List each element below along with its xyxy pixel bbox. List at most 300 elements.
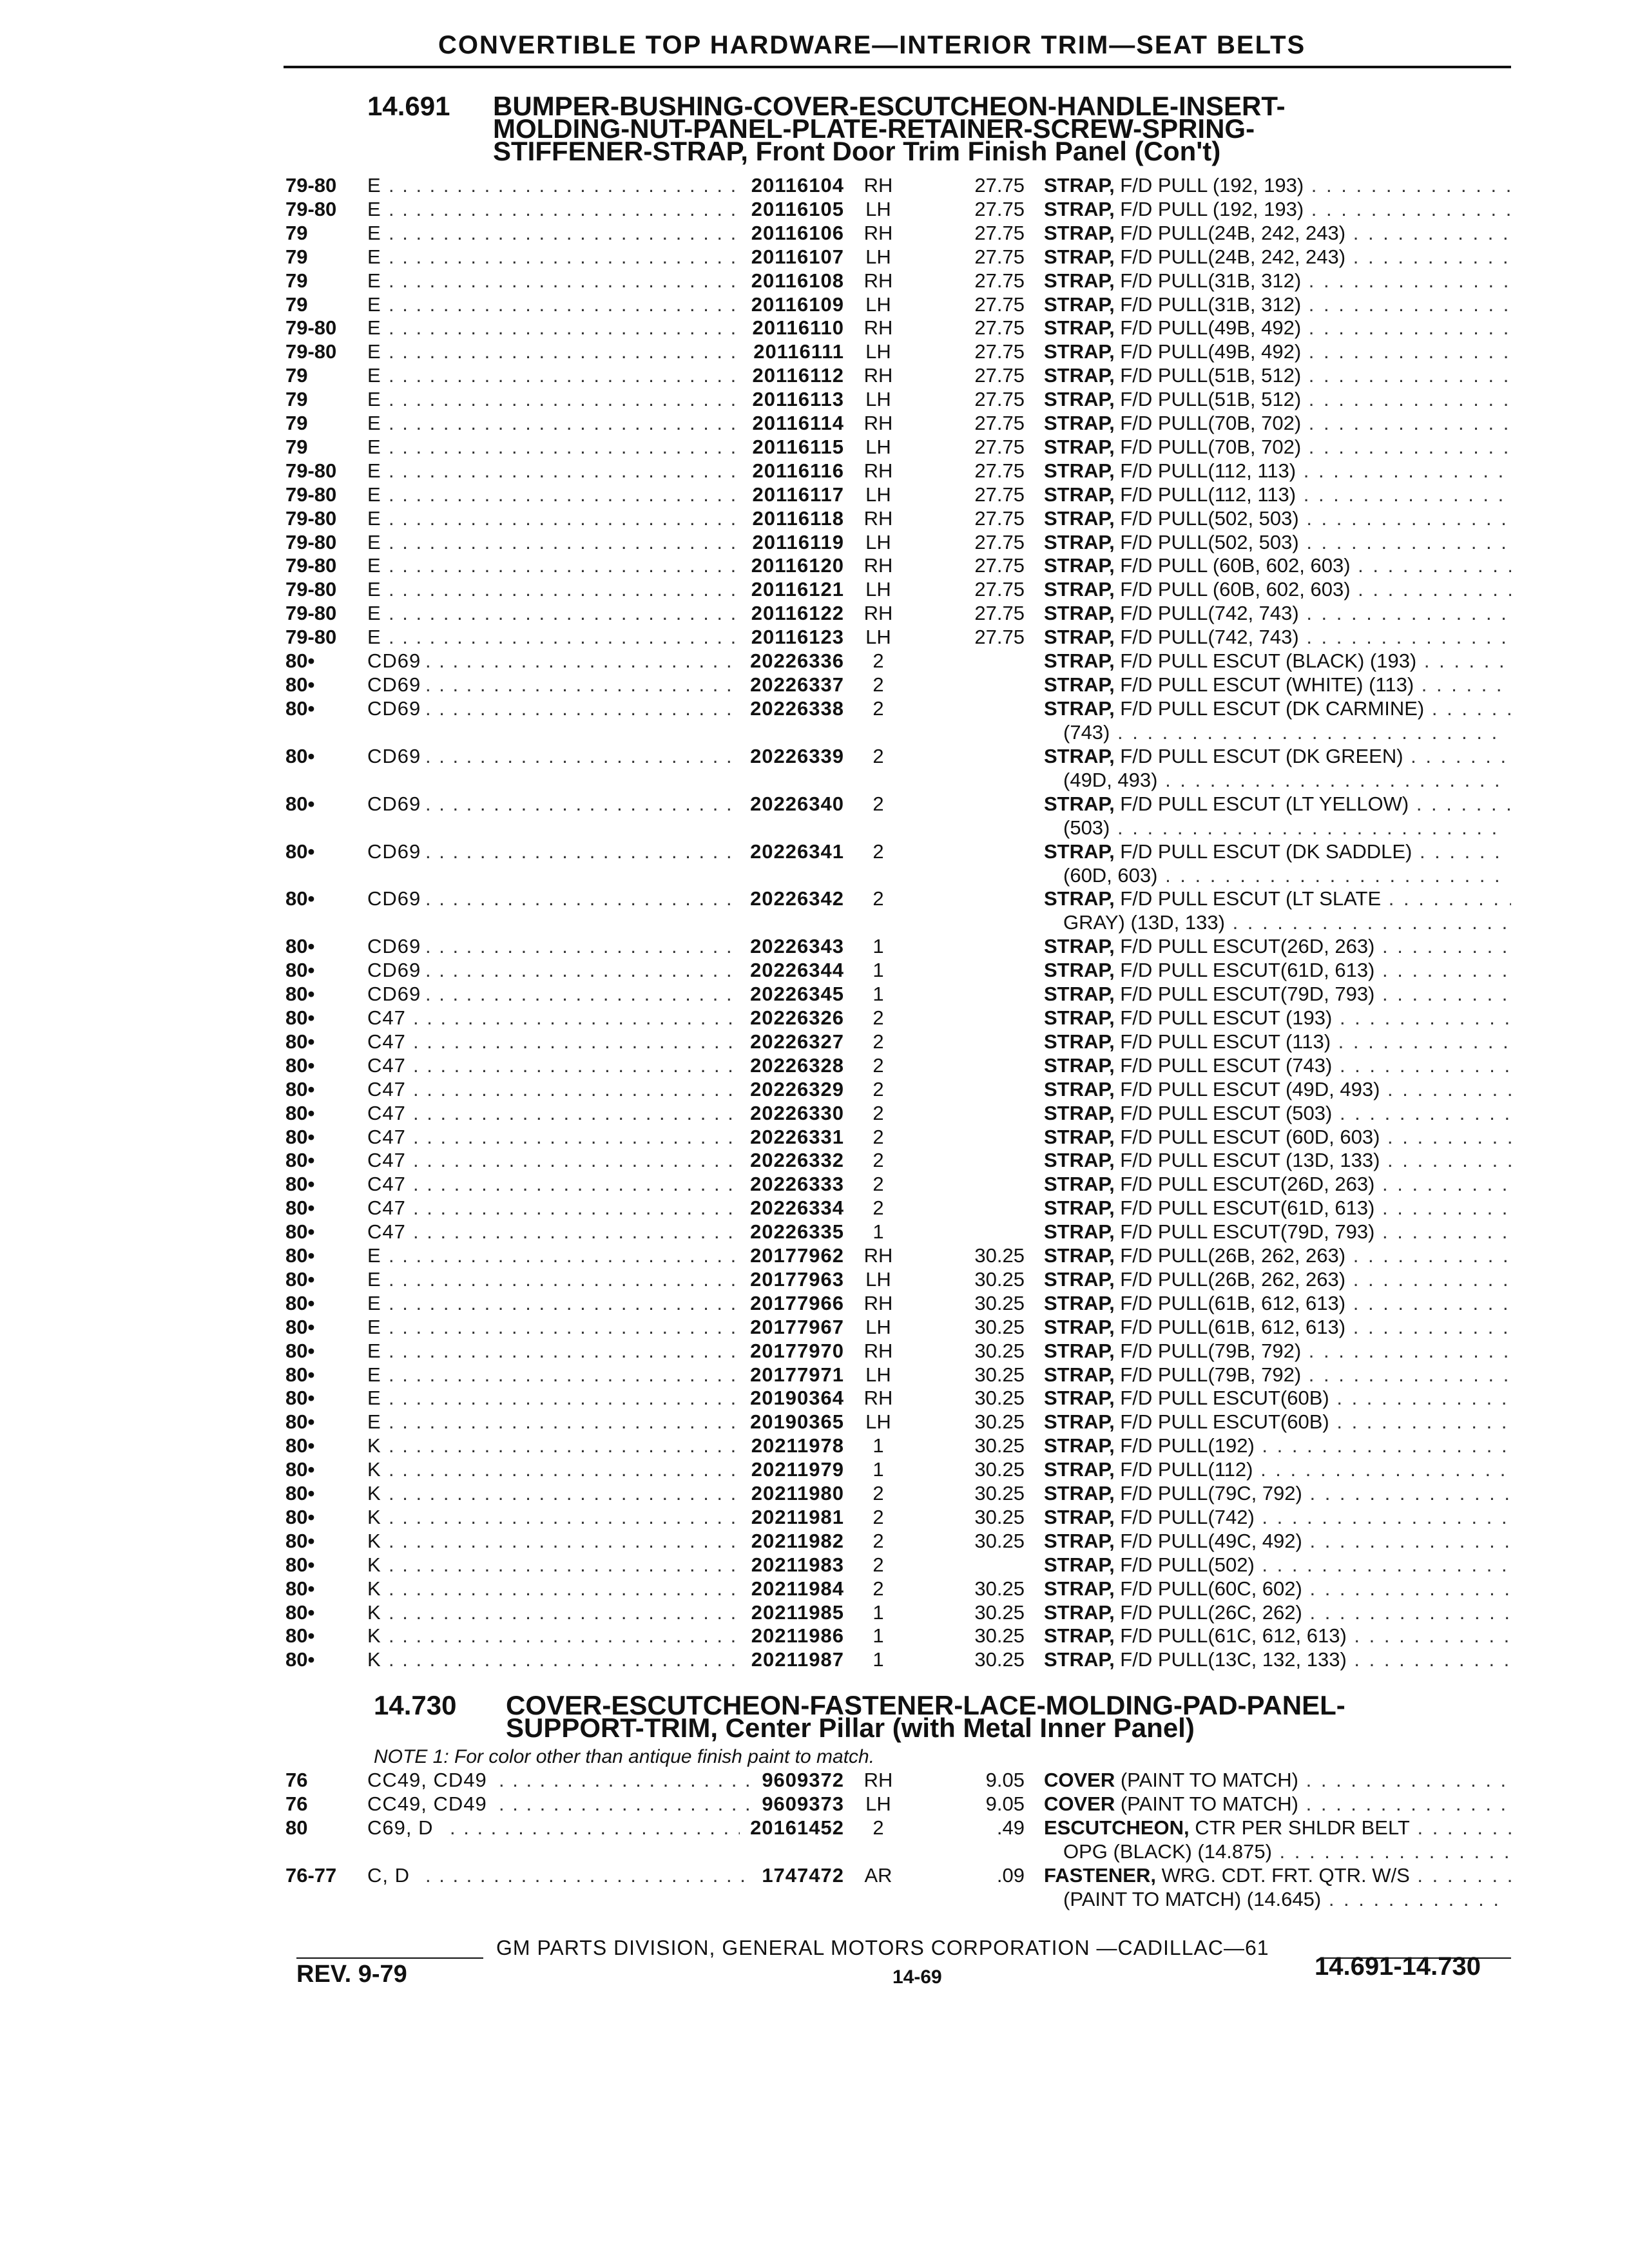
- leader-dots: [389, 578, 740, 601]
- year-cell: 76: [285, 1769, 308, 1791]
- qty-cell: 2: [872, 1101, 884, 1124]
- description-keyword: STRAP,: [1044, 1363, 1115, 1386]
- description-keyword: STRAP,: [1044, 435, 1115, 458]
- description-continuation: (743) . . .: [1063, 721, 1508, 744]
- qty-cell: LH: [865, 388, 891, 411]
- leader-dots: [425, 745, 740, 768]
- leader-dots: [425, 840, 740, 863]
- part-number-cell: 20226329: [750, 1077, 844, 1100]
- description-keyword: STRAP,: [1044, 1315, 1115, 1338]
- model-cell: E: [367, 1291, 381, 1314]
- revision-label: REV. 9-79: [296, 1961, 407, 1988]
- year-cell: 80•: [285, 1600, 315, 1624]
- table-row: [0, 1126, 1629, 1149]
- description-text: F/D PULL(79C, 792): [1114, 1482, 1302, 1504]
- leader-dots: [425, 935, 740, 958]
- table-row: [0, 388, 1629, 411]
- description-cell: [1044, 174, 1511, 197]
- description-cell: [1044, 507, 1511, 530]
- leader-dots: [425, 1864, 752, 1887]
- description-cell: [1044, 1220, 1511, 1244]
- qty-cell: 2: [872, 1196, 884, 1220]
- description-continuation: GRAY) (13D, 133) . . .: [1063, 911, 1508, 934]
- description-cell: [1044, 959, 1511, 982]
- section-title-line: MOLDING-NUT-PANEL-PLATE-RETAINER-SCREW-SPRING-: [493, 113, 1255, 144]
- description-text: F/D PULL(49B, 492): [1114, 316, 1302, 340]
- year-cell: 80•: [285, 983, 315, 1006]
- description-keyword: STRAP,: [1044, 1624, 1115, 1648]
- table-row: [0, 1792, 1629, 1816]
- description-keyword: STRAP,: [1044, 459, 1115, 482]
- qty-cell: 2: [872, 1149, 884, 1172]
- description-text: F/D PULL (60B, 602, 603): [1114, 578, 1351, 601]
- description-cell: [1044, 1196, 1511, 1220]
- description-cell: [1044, 1410, 1511, 1434]
- description-cell: [1044, 602, 1511, 625]
- table-row: [0, 1078, 1629, 1101]
- model-cell: E: [367, 197, 381, 220]
- model-cell: CD69: [367, 935, 421, 958]
- part-number-cell: 20116116: [752, 459, 844, 482]
- leader-dots: [425, 793, 740, 816]
- qty-cell: LH: [865, 1792, 891, 1815]
- qty-cell: 2: [872, 1816, 884, 1839]
- description-text: F/D PULL(49B, 492): [1114, 340, 1302, 363]
- leader-dots: [425, 673, 740, 697]
- description-keyword: STRAP,: [1044, 935, 1115, 958]
- description-cell: [1044, 1244, 1511, 1267]
- page-header-title: CONVERTIBLE TOP HARDWARE—INTERIOR TRIM—SEAT BELTS: [438, 31, 1306, 59]
- section-title-line: SUPPORT-TRIM, Center Pillar (with Metal Inner Panel): [506, 1713, 1195, 1743]
- year-cell: 79-80: [285, 174, 337, 197]
- leader-dots: [389, 602, 740, 625]
- description-text: (PAINT TO MATCH): [1115, 1769, 1299, 1791]
- leader-dots: [389, 1340, 740, 1363]
- year-cell: 80•: [285, 697, 315, 720]
- part-number-cell: 9609373: [762, 1792, 844, 1815]
- footer-publisher: GM PARTS DIVISION, GENERAL MOTORS CORPORATION —CADILLAC—61: [496, 1936, 1269, 1959]
- leader-dots: [389, 174, 740, 197]
- model-cell: C47: [367, 1149, 406, 1172]
- part-number-cell: 20116105: [751, 197, 844, 220]
- description-cell: [1044, 1268, 1511, 1291]
- model-cell: E: [367, 245, 381, 268]
- description-cell: [1044, 1126, 1511, 1149]
- qty-cell: 2: [872, 1030, 884, 1053]
- price-cell: 30.25: [974, 1387, 1025, 1410]
- description-text: F/D PULL (60B, 602, 603): [1114, 554, 1351, 577]
- model-cell: E: [367, 221, 381, 244]
- year-cell: 76: [285, 1792, 308, 1815]
- description-text: F/D PULL(112): [1114, 1458, 1253, 1481]
- table-row: [0, 649, 1629, 673]
- description-text: F/D PULL(26C, 262): [1114, 1600, 1302, 1624]
- qty-cell: 2: [872, 744, 884, 767]
- model-cell: CD69: [367, 887, 421, 910]
- leader-dots: [389, 1601, 740, 1624]
- model-cell: CD69: [367, 697, 421, 720]
- table-row: [0, 793, 1629, 816]
- table-row: [0, 1530, 1629, 1553]
- table-row: [0, 554, 1629, 577]
- model-cell: E: [367, 1267, 381, 1291]
- part-number-cell: 20211987: [751, 1648, 844, 1671]
- description-text: F/D PULL ESCUT (LT SLATE: [1114, 887, 1382, 910]
- qty-cell: 2: [872, 1125, 884, 1148]
- part-number-cell: 20226345: [750, 983, 844, 1006]
- description-text: F/D PULL ESCUT(26D, 263): [1114, 1173, 1375, 1196]
- model-cell: K: [367, 1434, 381, 1457]
- qty-cell: 1: [872, 1458, 884, 1481]
- part-number-cell: 20226335: [750, 1220, 844, 1244]
- section-range: 14.691-14.730: [1315, 1952, 1481, 1981]
- model-cell: E: [367, 1363, 381, 1386]
- description-keyword: STRAP,: [1044, 1125, 1115, 1148]
- table-row: [0, 697, 1629, 720]
- part-number-cell: 20226343: [750, 935, 844, 958]
- model-cell: K: [367, 1648, 381, 1671]
- table-row: [0, 1173, 1629, 1196]
- year-cell: 80•: [285, 744, 315, 767]
- model-cell: C47: [367, 1053, 406, 1077]
- model-cell: E: [367, 530, 381, 553]
- table-row: [0, 935, 1629, 958]
- qty-cell: 1: [872, 1624, 884, 1648]
- description-keyword: FASTENER,: [1044, 1864, 1156, 1887]
- description-keyword: STRAP,: [1044, 1600, 1115, 1624]
- table-row: [0, 1769, 1629, 1792]
- leader-dots: [413, 1126, 740, 1149]
- price-cell: 9.05: [985, 1792, 1025, 1815]
- section-title-line: STIFFENER-STRAP, Front Door Trim Finish Panel (Con't): [493, 136, 1221, 166]
- description-keyword: STRAP,: [1044, 388, 1115, 411]
- table-row: [0, 1340, 1629, 1363]
- section-note: NOTE 1: For color other than antique finish paint to match.: [374, 1746, 875, 1767]
- part-number-cell: 20116106: [751, 221, 844, 244]
- description-text: F/D PULL ESCUT (LT YELLOW): [1114, 792, 1409, 815]
- description-text: F/D PULL ESCUT(60B): [1114, 1410, 1329, 1434]
- description-cell: [1044, 745, 1511, 768]
- model-cell: K: [367, 1458, 381, 1481]
- qty-cell: 2: [872, 840, 884, 863]
- table-row: [0, 1577, 1629, 1600]
- model-cell: CD69: [367, 744, 421, 767]
- description-cell: [1044, 1792, 1511, 1816]
- part-number-cell: 20211985: [751, 1600, 844, 1624]
- year-cell: 80•: [285, 1577, 315, 1600]
- description-keyword: STRAP,: [1044, 1053, 1115, 1077]
- description-keyword: STRAP,: [1044, 1339, 1115, 1362]
- leader-dots: [389, 483, 740, 506]
- description-cell: [1044, 364, 1511, 387]
- table-row: [0, 887, 1629, 910]
- description-cell: [1044, 793, 1511, 816]
- description-text: F/D PULL (192, 193): [1114, 197, 1304, 220]
- qty-cell: LH: [865, 1363, 891, 1386]
- model-cell: CD69: [367, 983, 421, 1006]
- year-cell: 80•: [285, 1220, 315, 1244]
- description-cell: [1044, 436, 1511, 459]
- description-text: F/D PULL(502): [1114, 1553, 1255, 1576]
- leader-dots: [425, 959, 740, 982]
- year-cell: 80•: [285, 1648, 315, 1671]
- table-row: [0, 1816, 1629, 1840]
- part-number-cell: 20226344: [750, 959, 844, 982]
- qty-cell: AR: [864, 1864, 892, 1887]
- qty-cell: 1: [872, 1220, 884, 1244]
- model-cell: CD69: [367, 673, 421, 696]
- price-cell: 27.75: [974, 388, 1025, 411]
- qty-cell: LH: [865, 1410, 891, 1434]
- part-number-cell: 20116115: [752, 435, 844, 458]
- description-continuation: (503) . . .: [1063, 816, 1508, 840]
- part-number-cell: 20116108: [751, 269, 844, 292]
- description-cell: [1044, 1434, 1511, 1457]
- part-number-cell: 20211984: [751, 1577, 844, 1600]
- price-cell: 30.25: [974, 1267, 1025, 1291]
- description-text: F/D PULL(49C, 492): [1114, 1529, 1302, 1552]
- leader-dots: [389, 1268, 740, 1291]
- model-cell: CC49, CD49: [367, 1769, 487, 1791]
- price-cell: 27.75: [974, 578, 1025, 601]
- qty-cell: 1: [872, 959, 884, 982]
- table-row: [0, 745, 1629, 768]
- model-cell: E: [367, 483, 381, 506]
- description-cell: [1044, 1340, 1511, 1363]
- table-row: [0, 1030, 1629, 1053]
- description-text: F/D PULL ESCUT(26D, 263): [1114, 935, 1375, 958]
- qty-cell: LH: [865, 245, 891, 268]
- year-cell: 79: [285, 412, 308, 434]
- qty-cell: RH: [863, 1291, 893, 1314]
- leader-dots: [389, 436, 740, 459]
- table-row: [0, 959, 1629, 982]
- description-text: F/D PULL(742, 743): [1114, 626, 1299, 649]
- model-cell: E: [367, 506, 381, 530]
- part-number-cell: 20116122: [751, 602, 844, 625]
- leader-dots: [389, 293, 740, 316]
- model-cell: K: [367, 1624, 381, 1648]
- year-cell: 79: [285, 221, 308, 244]
- year-cell: 79-80: [285, 459, 337, 482]
- year-cell: 80•: [285, 1553, 315, 1576]
- part-number-cell: 20226338: [750, 697, 844, 720]
- model-cell: K: [367, 1529, 381, 1552]
- table-row: [0, 198, 1629, 221]
- description-keyword: STRAP,: [1044, 1291, 1115, 1314]
- model-cell: E: [367, 554, 381, 577]
- qty-cell: LH: [865, 578, 891, 601]
- description-text: F/D PULL(79B, 792): [1114, 1339, 1302, 1362]
- part-number-cell: 20226331: [750, 1125, 844, 1148]
- table-row: [0, 1196, 1629, 1220]
- description-cell: [1044, 1316, 1511, 1339]
- description-cell: [1044, 198, 1511, 221]
- leader-dots: [389, 1316, 740, 1339]
- description-text: F/D PULL(192): [1114, 1434, 1255, 1457]
- qty-cell: RH: [863, 316, 893, 340]
- table-row-continuation: [0, 1840, 1629, 1863]
- model-cell: C, D: [367, 1864, 410, 1887]
- year-cell: 79-80: [285, 530, 337, 553]
- table-row: [0, 626, 1629, 649]
- leader-dots: [389, 1648, 740, 1671]
- qty-cell: RH: [863, 554, 893, 577]
- table-row: [0, 412, 1629, 435]
- price-cell: 27.75: [974, 293, 1025, 316]
- model-cell: CD69: [367, 959, 421, 982]
- description-cell: [1044, 1864, 1511, 1887]
- qty-cell: LH: [865, 483, 891, 506]
- leader-dots: [413, 1102, 740, 1125]
- leader-dots: [425, 697, 740, 720]
- table-row: [0, 245, 1629, 269]
- part-number-cell: 20116117: [752, 483, 844, 506]
- table-row: [0, 269, 1629, 293]
- leader-dots: [389, 1244, 740, 1267]
- table-row-continuation: [0, 721, 1629, 744]
- qty-cell: 2: [872, 1006, 884, 1029]
- description-keyword: STRAP,: [1044, 412, 1115, 434]
- year-cell: 80•: [285, 1434, 315, 1457]
- description-keyword: STRAP,: [1044, 1267, 1115, 1291]
- description-text: F/D PULL ESCUT(61D, 613): [1114, 1196, 1375, 1220]
- leader-dots: [413, 1006, 740, 1030]
- leader-dots: [450, 1816, 740, 1840]
- model-cell: E: [367, 578, 381, 601]
- model-cell: E: [367, 269, 381, 292]
- qty-cell: 2: [872, 887, 884, 910]
- leader-dots: [389, 222, 740, 245]
- description-keyword: STRAP,: [1044, 959, 1115, 982]
- part-number-cell: 20116118: [752, 506, 844, 530]
- description-keyword: STRAP,: [1044, 887, 1115, 910]
- part-number-cell: 20226330: [750, 1101, 844, 1124]
- description-cell: [1044, 840, 1511, 863]
- description-cell: [1044, 1553, 1511, 1577]
- qty-cell: RH: [863, 174, 893, 197]
- description-text: F/D PULL ESCUT (BLACK) (193): [1114, 649, 1417, 672]
- table-row: [0, 1624, 1629, 1648]
- section-title-line: COVER-ESCUTCHEON-FASTENER-LACE-MOLDING-PAD-PANEL-: [506, 1690, 1345, 1720]
- description-continuation: (60D, 603) . . .: [1063, 864, 1508, 887]
- description-keyword: ESCUTCHEON,: [1044, 1816, 1190, 1839]
- description-keyword: STRAP,: [1044, 506, 1115, 530]
- table-row: [0, 1244, 1629, 1267]
- leader-dots: [389, 1506, 740, 1529]
- description-cell: [1044, 388, 1511, 411]
- model-cell: C47: [367, 1173, 406, 1196]
- table-row: [0, 1292, 1629, 1315]
- description-cell: [1044, 1816, 1511, 1840]
- leader-dots: [389, 1410, 740, 1434]
- part-number-cell: 20116109: [751, 293, 844, 316]
- part-number-cell: 20226334: [750, 1196, 844, 1220]
- year-cell: 79: [285, 245, 308, 268]
- leader-dots: [389, 364, 740, 387]
- description-text: F/D PULL ESCUT (60D, 603): [1114, 1125, 1380, 1148]
- qty-cell: 2: [872, 649, 884, 672]
- table-row: [0, 1601, 1629, 1624]
- year-cell: 79-80: [285, 316, 337, 340]
- description-keyword: STRAP,: [1044, 293, 1115, 316]
- leader-dots: [413, 1054, 740, 1077]
- model-cell: C47: [367, 1125, 406, 1148]
- year-cell: 80•: [285, 1101, 315, 1124]
- leader-dots: [413, 1196, 740, 1220]
- description-text: F/D PULL(70B, 702): [1114, 412, 1302, 434]
- description-text: F/D PULL(51B, 512): [1114, 388, 1302, 411]
- qty-cell: RH: [863, 221, 893, 244]
- description-keyword: STRAP,: [1044, 1077, 1115, 1100]
- price-cell: 30.25: [974, 1577, 1025, 1600]
- price-cell: 30.25: [974, 1244, 1025, 1267]
- description-keyword: STRAP,: [1044, 245, 1115, 268]
- description-text: F/D PULL ESCUT (DK CARMINE): [1114, 697, 1425, 720]
- description-text: F/D PULL ESCUT (503): [1114, 1101, 1333, 1124]
- model-cell: C47: [367, 1077, 406, 1100]
- model-cell: K: [367, 1482, 381, 1504]
- description-continuation: (PAINT TO MATCH) (14.645) . . .: [1063, 1888, 1508, 1911]
- part-number-cell: 20226333: [750, 1173, 844, 1196]
- part-number-cell: 20116104: [751, 174, 844, 197]
- description-cell: [1044, 1577, 1511, 1600]
- price-cell: .49: [996, 1816, 1025, 1839]
- leader-dots: [413, 1149, 740, 1172]
- table-row: [0, 840, 1629, 863]
- part-number-cell: 20211983: [751, 1553, 844, 1576]
- year-cell: 79: [285, 269, 308, 292]
- leader-dots: [389, 1577, 740, 1600]
- description-cell: [1044, 935, 1511, 958]
- description-keyword: STRAP,: [1044, 1006, 1115, 1029]
- table-row: [0, 483, 1629, 506]
- price-cell: 27.75: [974, 435, 1025, 458]
- leader-dots: [389, 1482, 740, 1505]
- description-text: F/D PULL(13C, 132, 133): [1114, 1648, 1347, 1671]
- section-number: 14.730: [374, 1690, 457, 1720]
- part-number-cell: 20190365: [750, 1410, 844, 1434]
- part-number-cell: 20116121: [751, 578, 844, 601]
- year-cell: 80•: [285, 1291, 315, 1314]
- description-text: F/D PULL ESCUT(61D, 613): [1114, 959, 1375, 982]
- description-cell: [1044, 222, 1511, 245]
- description-keyword: STRAP,: [1044, 530, 1115, 553]
- description-cell: [1044, 1006, 1511, 1030]
- qty-cell: 1: [872, 1648, 884, 1671]
- table-row: [0, 1006, 1629, 1030]
- model-cell: E: [367, 412, 381, 434]
- part-number-cell: 20226341: [750, 840, 844, 863]
- qty-cell: RH: [863, 364, 893, 387]
- qty-cell: LH: [865, 435, 891, 458]
- year-cell: 80•: [285, 1077, 315, 1100]
- qty-cell: LH: [865, 340, 891, 363]
- table-row: [0, 222, 1629, 245]
- description-keyword: STRAP,: [1044, 1505, 1115, 1528]
- year-cell: 79-80: [285, 506, 337, 530]
- description-cell: [1044, 1292, 1511, 1315]
- description-cell: [1044, 459, 1511, 483]
- description-text: F/D PULL(26B, 262, 263): [1114, 1267, 1346, 1291]
- description-keyword: STRAP,: [1044, 554, 1115, 577]
- model-cell: E: [367, 388, 381, 411]
- description-keyword: STRAP,: [1044, 1387, 1115, 1410]
- qty-cell: 1: [872, 1600, 884, 1624]
- price-cell: 30.25: [974, 1648, 1025, 1671]
- table-row: [0, 174, 1629, 197]
- part-number-cell: 20211978: [751, 1434, 844, 1457]
